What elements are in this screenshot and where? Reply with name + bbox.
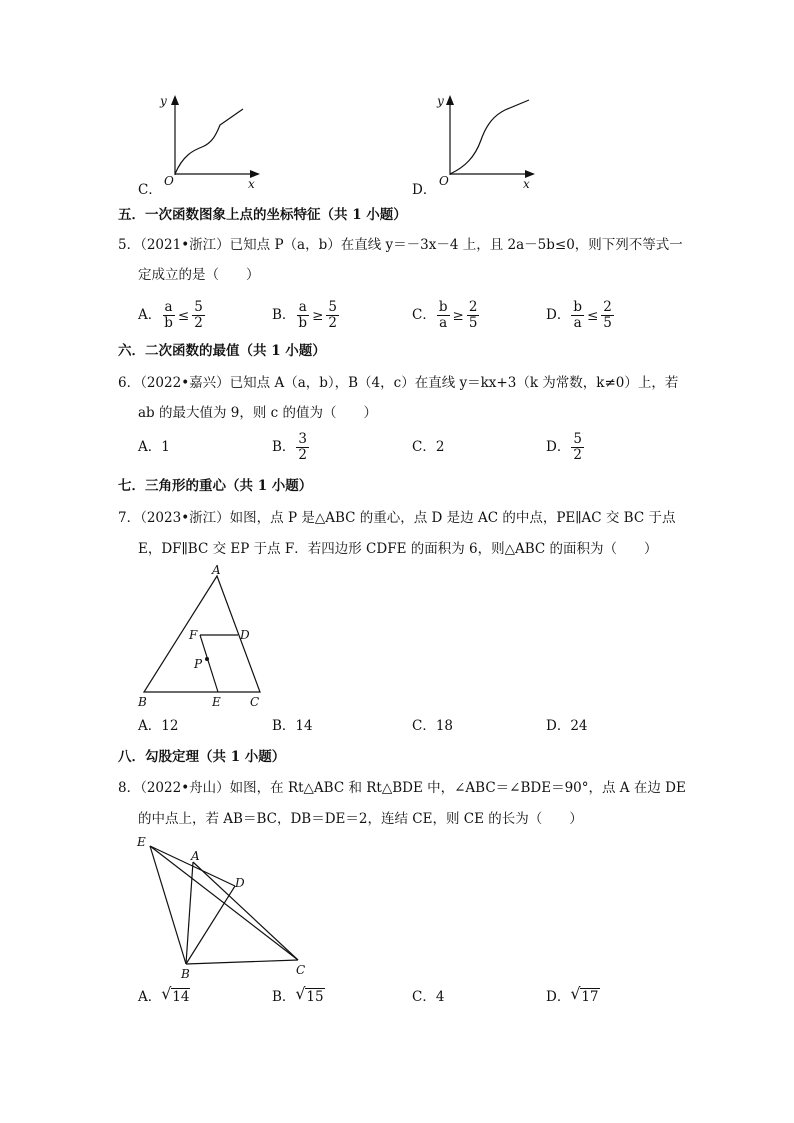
q7-option-d: D．24 [546, 718, 588, 734]
q8-option-a: A．√ 14 [138, 988, 190, 1006]
q7-label-a: A [212, 563, 221, 577]
graph-c-origin-label: O [164, 174, 174, 188]
q8-stem-line2: 的中点上，若 AB＝BC，DB＝DE＝2，连结 CE，则 CE 的长为（ ） [138, 811, 583, 827]
q6-option-c: C．2 [412, 439, 445, 455]
q7-label-c: C [250, 695, 260, 709]
q7-stem-line1: 7．（2023•浙江）如图，点 P 是△ABC 的重心，点 D 是边 AC 的中点，PE∥AC 交 BC 于点 [118, 510, 676, 526]
q8-option-d: D．√ 17 [546, 988, 600, 1006]
q5-stem-line1: 5．（2021•浙江）已知点 P（a，b）在直线 y＝－3x－4 上，且 2a－5b≤0，则下列不等式一 [118, 237, 683, 253]
graph-d-origin-label: O [439, 174, 449, 188]
q7-label-f: F [189, 628, 198, 642]
graph-d-label: D． [412, 182, 437, 198]
q8-label-d: D [235, 876, 245, 890]
q5-option-d: D． $\frac{b}{a}$ ≤ $\frac{2}{5}$ [546, 299, 612, 331]
q5-option-a: A． $\frac{a}{b}$ ≤ $\frac{5}{2}$ [138, 299, 203, 331]
section-6-heading: 六．二次函数的最值（共 1 小题） [118, 343, 326, 359]
q8-label-b: B [181, 967, 190, 981]
q7-label-e: E [212, 695, 221, 709]
section-5-heading: 五．一次函数图象上点的坐标特征（共 1 小题） [118, 207, 407, 223]
graph-c-x-label: x [248, 177, 255, 191]
q7-label-p: P [194, 657, 203, 671]
q8-stem-line1: 8．（2022•舟山）如图，在 Rt△ABC 和 Rt△BDE 中，∠ABC＝∠BDE＝90°，点 A 在边 DE [118, 780, 686, 796]
q8-option-b: B．√ 15 [272, 988, 325, 1006]
graph-c [150, 95, 270, 195]
q6-option-d: D． $\frac{5}{2}$ [546, 431, 582, 463]
q7-option-b: B．14 [272, 718, 313, 734]
graph-c-label: C． [138, 182, 162, 198]
q8-option-c: C．4 [412, 989, 445, 1005]
section-8-heading: 八．勾股定理（共 1 小题） [118, 749, 286, 765]
q7-option-c: C．18 [412, 718, 454, 734]
section-7-heading: 七．三角形的重心（共 1 小题） [118, 478, 313, 494]
q5-option-c: C． $\frac{b}{a}$ ≥ $\frac{2}{5}$ [412, 299, 478, 331]
q6-option-a: A．1 [138, 439, 170, 455]
graph-d-y-label: y [437, 94, 444, 108]
graph-d [425, 95, 545, 195]
q5-option-b: B． $\frac{a}{b}$ ≥ $\frac{5}{2}$ [272, 299, 337, 331]
q6-stem-line2: ab 的最大值为 9，则 c 的值为（ ） [138, 405, 378, 421]
graph-d-x-label: x [523, 177, 530, 191]
q7-option-a: A．12 [138, 718, 179, 734]
q8-label-e: E [137, 835, 146, 849]
q8-figure [135, 835, 315, 985]
q8-label-c: C [296, 963, 306, 977]
q5-stem-line2: 定成立的是（ ） [138, 267, 260, 283]
q7-figure [130, 562, 280, 712]
graph-c-y-label: y [160, 94, 167, 108]
q7-stem-line2: E，DF∥BC 交 EP 于点 F．若四边形 CDFE 的面积为 6，则△ABC 的面积为（ ） [138, 541, 658, 557]
q7-label-d: D [240, 628, 250, 642]
q7-label-b: B [138, 695, 147, 709]
q8-label-a: A [191, 849, 200, 863]
q6-stem-line1: 6．（2022•嘉兴）已知点 A（a，b），B（4，c）在直线 y＝kx+3（k 为常数，k≠0）上，若 [118, 375, 679, 391]
q6-option-b: B． $\frac{3}{2}$ [272, 431, 308, 463]
